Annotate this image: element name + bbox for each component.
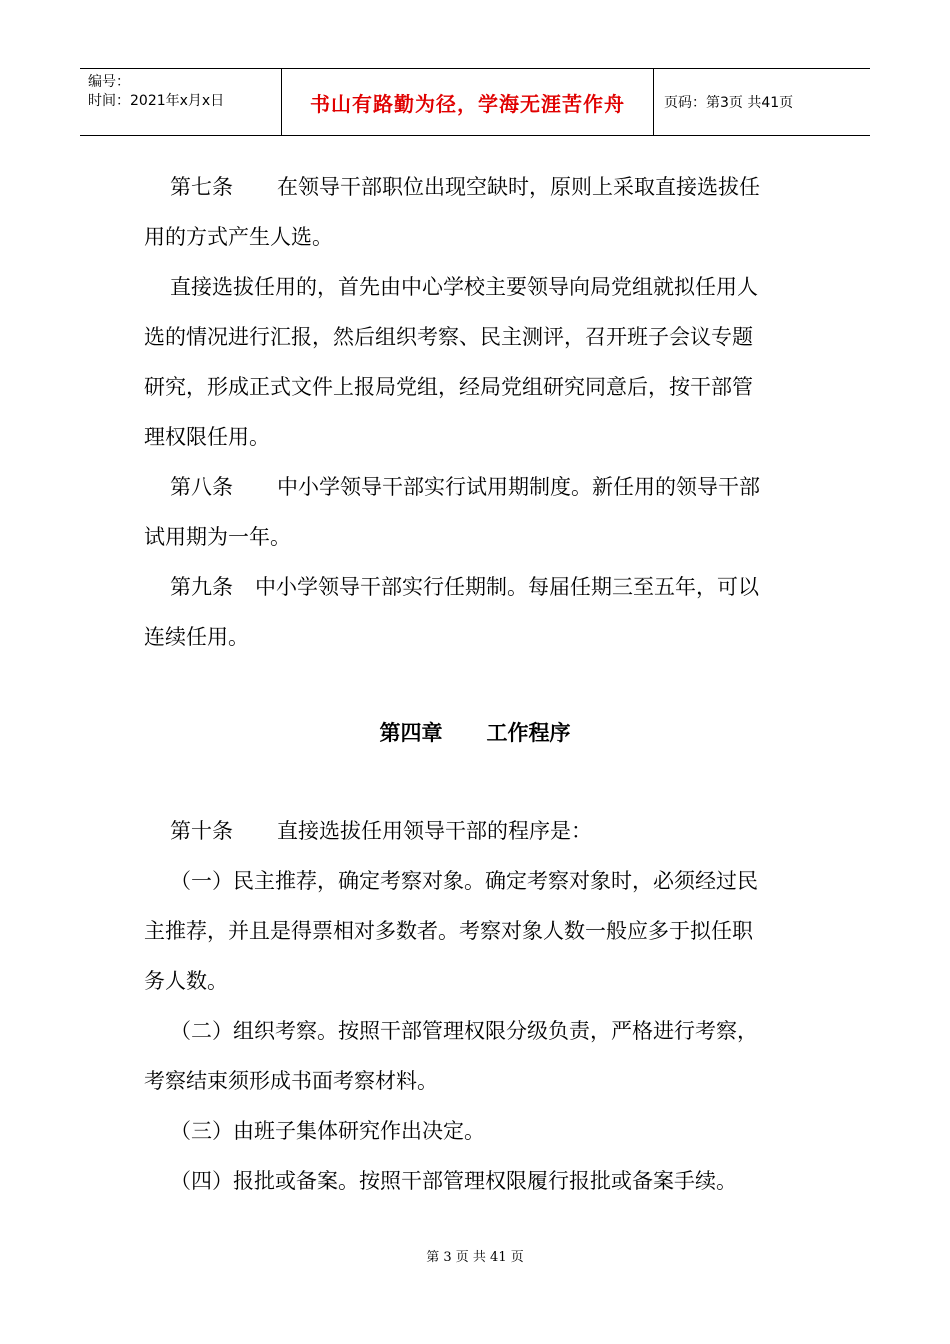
header-motto: 书山有路勤为径，学海无涯苦作舟	[282, 69, 654, 135]
article-8-text: 中小学领导干部实行试用期制度。新任用的领导干部	[277, 475, 760, 499]
chapter-number: 第四章	[379, 721, 443, 745]
article-9-label: 第九条	[170, 575, 233, 599]
article-8-label: 第八条	[170, 475, 233, 499]
chapter-title: 工作程序	[486, 721, 571, 745]
article-7-line-2: 用的方式产生人选。	[144, 225, 333, 249]
page-header	[80, 68, 870, 136]
article-9-line-2: 连续任用。	[144, 625, 249, 649]
step-2-line-2: 考察结束须形成书面考察材料。	[144, 1069, 438, 1093]
chapter-heading	[0, 708, 950, 758]
step-1-line-2: 主推荐，并且是得票相对多数者。考察对象人数一般应多于拟任职	[144, 919, 753, 943]
direct-paragraph-line-1: 直接选拔任用的，首先由中心学校主要领导向局党组就拟任用人	[170, 275, 758, 299]
article-10-line	[144, 806, 812, 856]
article-10-text: 直接选拔任用领导干部的程序是：	[277, 819, 592, 843]
step-1-line-1: （一）民主推荐，确定考察对象。确定考察对象时，必须经过民	[170, 869, 758, 893]
document-body-top	[144, 162, 812, 662]
article-8-line-1	[144, 462, 812, 512]
article-8-line-2: 试用期为一年。	[144, 525, 291, 549]
step-1-line-3: 务人数。	[144, 969, 228, 993]
direct-paragraph-line-2: 选的情况进行汇报，然后组织考察、民主测评，召开班子会议专题	[144, 325, 753, 349]
document-body-bottom	[144, 806, 812, 1206]
article-10-label: 第十条	[170, 819, 233, 843]
article-7-text: 在领导干部职位出现空缺时，原则上采取直接选拔任	[277, 175, 760, 199]
step-2-line-1: （二）组织考察。按照干部管理权限分级负责，严格进行考察，	[170, 1019, 758, 1043]
article-9-text: 中小学领导干部实行任期制。每届任期三至五年，可以	[255, 575, 759, 599]
document-date: 时间：2021年x月x日	[88, 93, 225, 109]
document-number-label: 编号：	[88, 74, 130, 90]
page-footer: 第 3 页 共 41 页	[426, 1250, 524, 1265]
header-meta	[80, 69, 282, 135]
step-3-line: （三）由班子集体研究作出决定。	[170, 1119, 485, 1143]
article-9-line-1	[144, 562, 812, 612]
article-7-line-1	[144, 162, 812, 212]
header-page-code: 页码：第3页 共41页	[664, 95, 794, 111]
article-7-label: 第七条	[170, 175, 233, 199]
step-4-line: （四）报批或备案。按照干部管理权限履行报批或备案手续。	[170, 1169, 737, 1193]
direct-paragraph-line-3: 研究，形成正式文件上报局党组，经局党组研究同意后，按干部管	[144, 375, 753, 399]
direct-paragraph-line-4: 理权限任用。	[144, 425, 270, 449]
